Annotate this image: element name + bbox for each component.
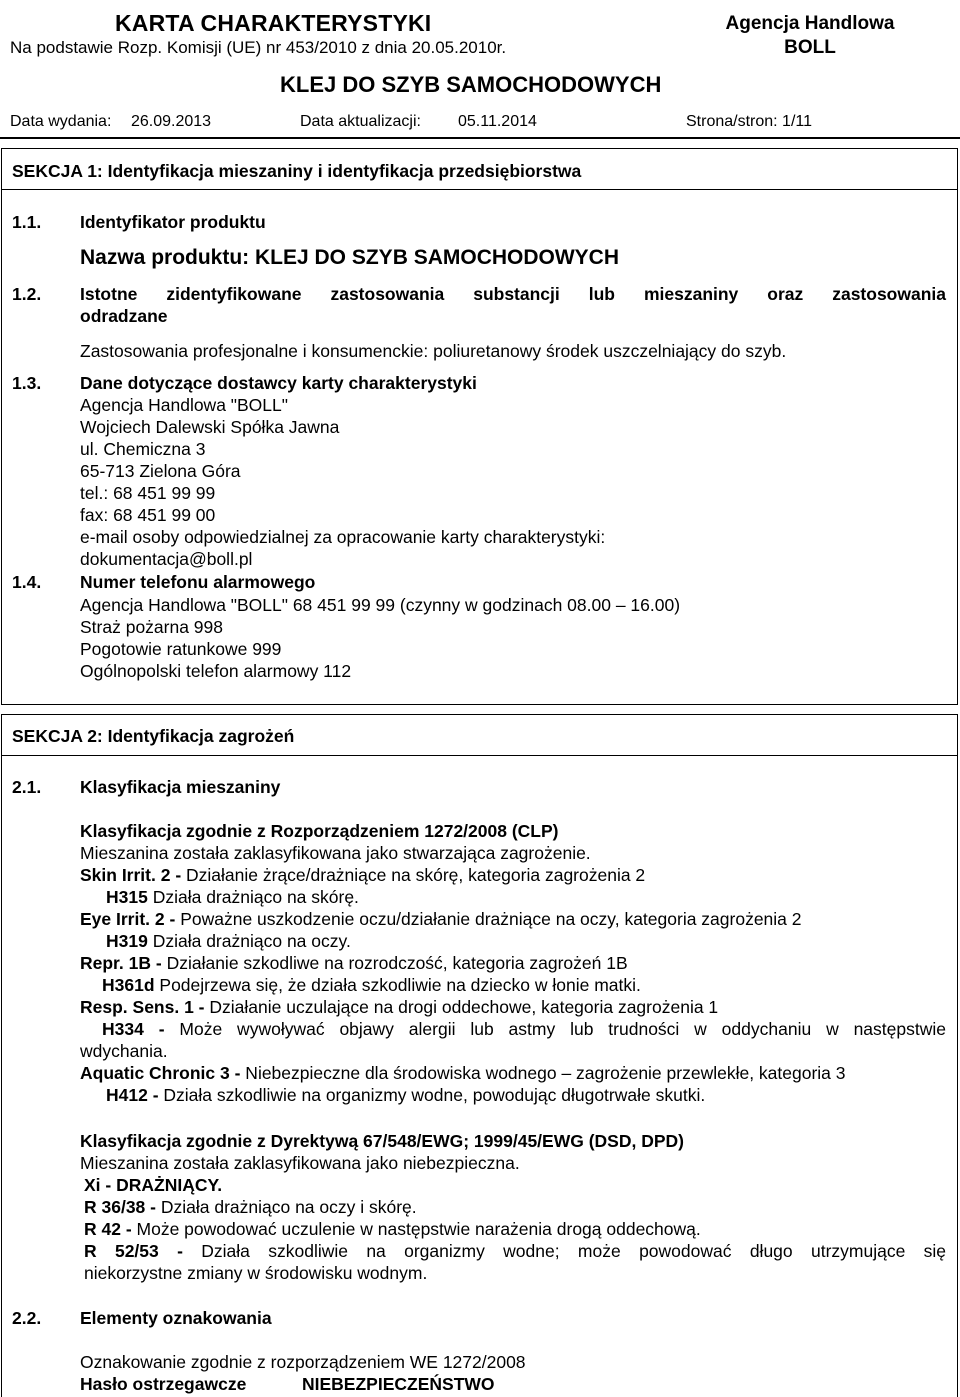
h319-code: H319 — [106, 931, 148, 951]
s13-title: Dane dotyczące dostawcy karty charakterystyki — [80, 373, 477, 393]
emergency-line: Agencja Handlowa "BOLL" 68 451 99 99 (czynny w godzinach 08.00 – 16.00) — [80, 595, 681, 615]
h315-code: H315 — [106, 887, 148, 907]
aquatic-code: Aquatic Chronic 3 - — [80, 1063, 241, 1083]
company-name-line2: BOLL — [784, 37, 836, 58]
h412-text: Działa szkodliwie na organizmy wodne, powodując długotrwałe skutki. — [158, 1085, 706, 1105]
r5253-text: Działa szkodliwie na organizmy wodne; może powodować długo utrzymujące się — [182, 1241, 947, 1261]
clp-classification — [80, 820, 946, 1106]
dsd-r5253-line1 — [80, 1240, 946, 1262]
supplier-email[interactable]: dokumentacja@boll.pl — [80, 549, 253, 569]
s14-title: Numer telefonu alarmowego — [80, 572, 316, 592]
h334-text: Może wywoływać objawy alergii lub astmy lub trudności w oddychaniu w następstwie — [164, 1019, 946, 1039]
supplier-block — [80, 394, 605, 570]
section-1-title: SEKCJA 1: Identyfikacja mieszaniny i identyfikacja przedsiębiorstwa — [12, 161, 582, 181]
aquatic-text: Niebezpieczne dla środowiska wodnego – zagrożenie przewlekłe, kategoria 3 — [240, 1063, 846, 1083]
skin-category: 2 - — [155, 865, 182, 885]
r42-text: Może powodować uczulenie w następstwie narażenia drogą oddechową. — [131, 1219, 701, 1239]
s11-title: Identyfikator produktu — [80, 212, 266, 232]
clp-eye — [80, 908, 946, 930]
signal-word-label: Hasło ostrzegawcze — [80, 1374, 247, 1394]
clp-repr — [80, 952, 946, 974]
r42-code: R 42 - — [84, 1219, 132, 1239]
dsd-classification — [80, 1130, 946, 1284]
skin-text: Działanie żrące/drażniące na skórę, kategoria zagrożenia 2 — [181, 865, 646, 885]
clp-title: Klasyfikacja zgodnie z Rozporządzeniem 1272/2008 (CLP) — [80, 821, 559, 841]
section-1-title-divider — [1, 189, 958, 190]
company-name — [690, 12, 930, 60]
product-name: Nazwa produktu: KLEJ DO SZYB SAMOCHODOWYCH — [80, 246, 620, 269]
page-number: Strona/stron: 1/11 — [686, 113, 812, 130]
s21-title: Klasyfikacja mieszaniny — [80, 777, 281, 797]
s21-number: 2.1. — [12, 777, 42, 797]
update-date-label: Data aktualizacji: — [300, 113, 421, 130]
supplier-line: Wojciech Dalewski Spółka Jawna — [80, 417, 340, 437]
supplier-line: 65-713 Zielona Góra — [80, 461, 241, 481]
repr-text: Działanie szkodliwe na rozrodczość, kategoria zagrożeń 1B — [161, 953, 628, 973]
clp-h361 — [80, 974, 946, 996]
r3638-code: R 36/38 - — [84, 1197, 156, 1217]
emergency-line: Pogotowie ratunkowe 999 — [80, 639, 282, 659]
resp-text: Działanie uczulające na drogi oddechowe, kategoria zagrożenia 1 — [204, 997, 719, 1017]
header-divider — [0, 137, 960, 139]
clp-h412 — [80, 1084, 946, 1106]
eye-category: 2 - — [150, 909, 176, 929]
clp-h334-line1 — [80, 1018, 946, 1040]
resp-code: Resp. Sens. 1 - — [80, 997, 205, 1017]
document-title: KARTA CHARAKTERYSTYKI — [115, 10, 432, 36]
eye-text: Poważne uszkodzenie oczu/działanie drażniące na oczy, kategoria zagrożenia 2 — [175, 909, 802, 929]
company-name-line1: Agencja Handlowa — [725, 13, 895, 34]
supplier-line: fax: 68 451 99 00 — [80, 505, 216, 525]
dsd-r5253-line2: niekorzystne zmiany w środowisku wodnym. — [84, 1263, 428, 1283]
issue-date: 26.09.2013 — [131, 113, 212, 130]
section-2-title: SEKCJA 2: Identyfikacja zagrożeń — [12, 726, 295, 746]
h361-code: H361d — [102, 975, 155, 995]
clp-h334-line2: wdychania. — [80, 1041, 168, 1061]
h315-text: Działa drażniąco na skórę. — [147, 887, 359, 907]
s22-number: 2.2. — [12, 1308, 42, 1328]
h361-text: Podejrzewa się, że działa szkodliwie na dziecko w łonie matki. — [154, 975, 641, 995]
issue-date-label: Data wydania: — [10, 113, 112, 130]
s12-number: 1.2. — [12, 284, 42, 304]
s12-use: Zastosowania profesjonalne i konsumenckie: poliuretanowy środek uszczelniający do szyb. — [80, 341, 787, 361]
header-product-name: KLEJ DO SZYB SAMOCHODOWYCH — [280, 72, 662, 97]
xi-classification: Xi - DRAŻNIĄCY. — [84, 1175, 223, 1195]
supplier-line: tel.: 68 451 99 99 — [80, 483, 216, 503]
label-regulation: Oznakowanie zgodnie z rozporządzeniem WE 1272/2008 — [80, 1352, 526, 1372]
dsd-intro: Mieszanina została zaklasyfikowana jako niebezpieczna. — [80, 1153, 520, 1173]
emergency-line: Straż pożarna 998 — [80, 617, 224, 637]
h334-code: H334 - — [102, 1019, 165, 1039]
clp-intro: Mieszanina została zaklasyfikowana jako stwarzająca zagrożenie. — [80, 843, 591, 863]
clp-skin — [80, 864, 946, 886]
supplier-line: ul. Chemiczna 3 — [80, 439, 206, 459]
clp-h319 — [80, 930, 946, 952]
dsd-r3638 — [80, 1196, 946, 1218]
clp-aquatic — [80, 1062, 946, 1084]
clp-h315 — [80, 886, 946, 908]
supplier-line: e-mail osoby odpowiedzialnej za opracowanie karty charakterystyki: — [80, 527, 606, 547]
emergency-line: Ogólnopolski telefon alarmowy 112 — [80, 661, 352, 681]
h412-code: H412 - — [106, 1085, 159, 1105]
eye-code: Eye Irrit. — [80, 909, 151, 929]
supplier-line: Agencja Handlowa "BOLL" — [80, 395, 288, 415]
dsd-r42 — [80, 1218, 946, 1240]
emergency-block — [80, 594, 680, 682]
s11-number: 1.1. — [12, 212, 42, 232]
clp-resp — [80, 996, 946, 1018]
s14-number: 1.4. — [12, 572, 42, 592]
dsd-title: Klasyfikacja zgodnie z Dyrektywą 67/548/EWG; 1999/45/EWG (DSD, DPD) — [80, 1131, 684, 1151]
r5253-code: R 52/53 - — [84, 1241, 183, 1261]
r3638-text: Działa drażniąco na oczy i skórę. — [155, 1197, 417, 1217]
regulation-reference: Na podstawie Rozp. Komisji (UE) nr 453/2010 z dnia 20.05.2010r. — [10, 38, 507, 57]
s13-number: 1.3. — [12, 373, 42, 393]
skin-code: Skin Irrit. — [80, 865, 156, 885]
s22-title: Elementy oznakowania — [80, 1308, 272, 1328]
update-date: 05.11.2014 — [458, 113, 537, 130]
s12-title-line2: odradzane — [80, 306, 168, 326]
repr-code: Repr. 1B - — [80, 953, 162, 973]
section-2-title-divider — [1, 755, 958, 756]
h319-text: Działa drażniąco na oczy. — [147, 931, 351, 951]
signal-word: NIEBEZPIECZEŃSTWO — [302, 1374, 495, 1394]
s12-title-line1: Istotne zidentyfikowane zastosowania substancji lub mieszaniny oraz zastosowania — [80, 284, 946, 304]
